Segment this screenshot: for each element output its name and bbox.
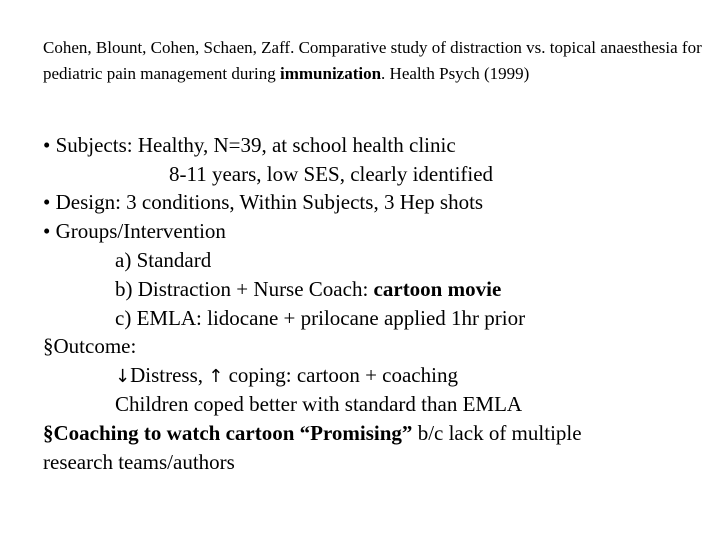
groups-line: • Groups/Intervention xyxy=(43,219,226,243)
arrow-up-icon: ↑ xyxy=(208,366,224,387)
design-line: • Design: 3 conditions, Within Subjects, 3 Hep shots xyxy=(43,190,484,214)
group-c-line: c) EMLA: lidocane + prilocane applied 1hr prior xyxy=(115,306,526,330)
arrow-down-icon: ↓ xyxy=(115,366,131,387)
children-line: Children coped better with standard than EMLA xyxy=(115,392,523,416)
outcome-line: §Outcome: xyxy=(43,334,137,358)
group-a-line: a) Standard xyxy=(115,248,212,272)
group-b-bold: cartoon movie xyxy=(373,277,502,301)
distress-text: Distress, xyxy=(130,363,209,387)
citation-text: Cohen, Blount, Cohen, Schaen, Zaff. Comparative study of distraction vs. topical anaesthesia for pediatric pain management during xyxy=(43,38,702,83)
coaching-bold: §Coaching to watch cartoon “Promising” xyxy=(43,421,413,445)
subjects-detail-line: 8-11 years, low SES, clearly identified xyxy=(169,162,494,186)
coaching-line xyxy=(43,419,582,448)
coaching-rest: b/c lack of multiple xyxy=(412,421,582,445)
group-b-line xyxy=(115,275,501,304)
subjects-line: • Subjects: Healthy, N=39, at school health clinic xyxy=(43,133,456,157)
coaching-continuation-line: research teams/authors xyxy=(43,450,235,474)
citation-suffix: . Health Psych (1999) xyxy=(381,64,530,83)
citation xyxy=(43,35,703,87)
distress-line xyxy=(115,361,458,391)
coping-text: coping: cartoon + coaching xyxy=(223,363,458,387)
group-b-text: b) Distraction + Nurse Coach: xyxy=(115,277,374,301)
citation-bold-word: immunization xyxy=(279,64,382,83)
